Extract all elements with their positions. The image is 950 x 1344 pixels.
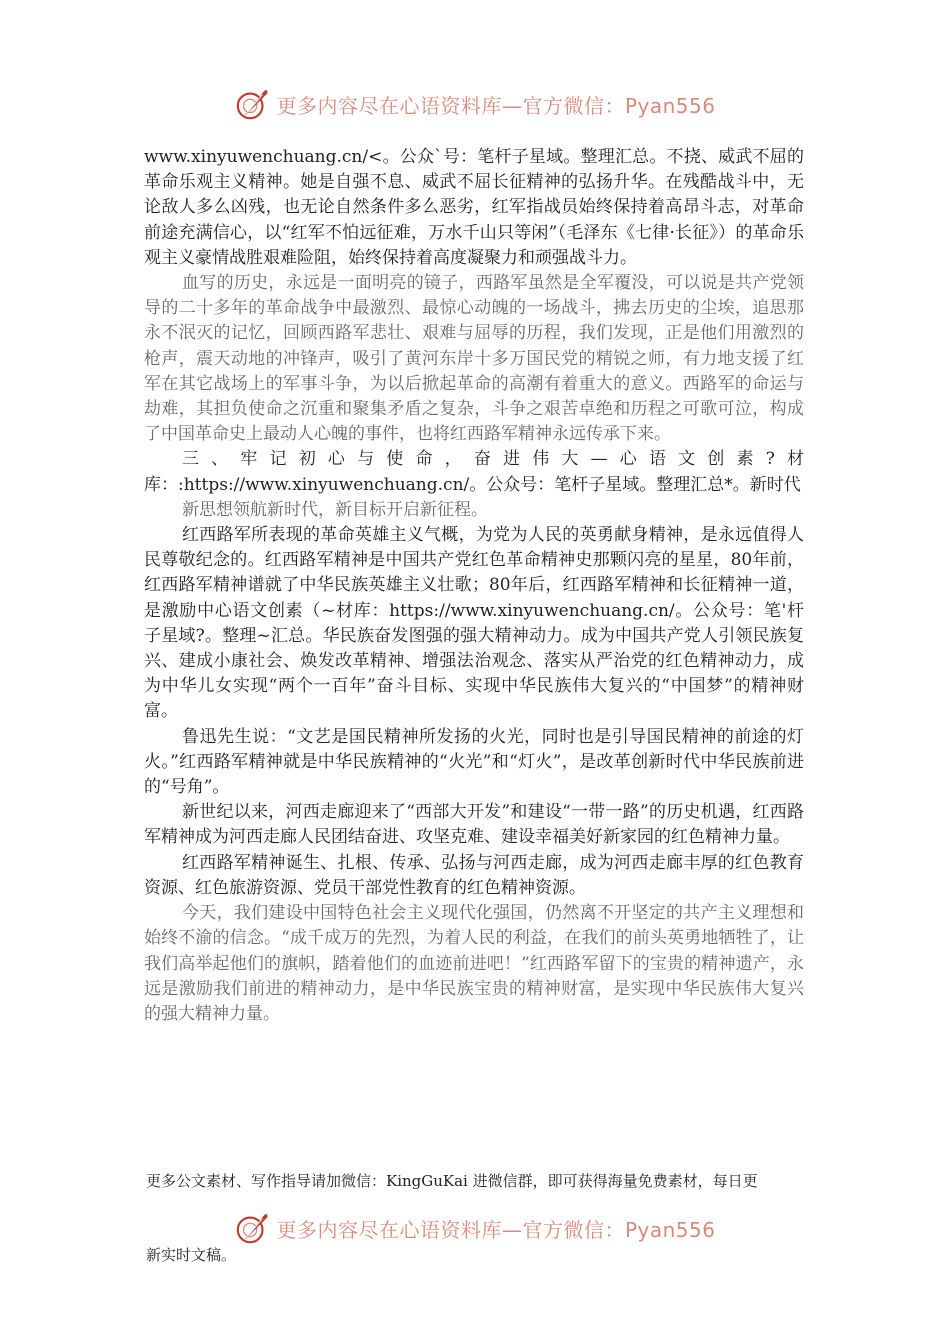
paragraph-4: 新思想领航新时代，新目标开启新征程。: [182, 499, 488, 520]
header-banner-text: 更多内容尽在心语资料库—官方微信：Pyan556: [276, 93, 716, 118]
paragraph-7: 新世纪以来，河西走廊迎来了“西部大开发”和建设“一带一路”的历史机遇，红西路军精神成为河西走廊人民团结奋进、攻坚克难、建设幸福美好新家园的红色精神力量。: [144, 802, 804, 848]
header-banner: [0, 82, 950, 126]
paragraph-8: 红西路军精神诞生、扎根、传承、弘扬与河西走廊，成为河西走廊丰厚的红色教育资源、红色旅游资源、党员干部党性教育的红色精神资源。: [144, 852, 804, 898]
paragraph-6: 鲁迅先生说：“文艺是国民精神所发扬的火光，同时也是引导国民精神的前途的灯火。”红西路军精神就是中华民族精神的“火光”和“灯火”，是改革创新时代中华民族前进的“号角”。: [144, 726, 804, 798]
footer-banner: [0, 1206, 950, 1250]
paragraph-2: 血写的历史，永远是一面明亮的镜子，西路军虽然是全军覆没，可以说是共产党领导的二十多年的革命战争中最激烈、最惊心动魄的一场战斗，拂去历史的尘埃，追思那永不泯灭的记忆，回顾西路军悲壮、艰难与屈辱的历程，我们发现，正是他们用激烈的枪声，震天动地的冲锋声，吸引了黄河东岸十多万国民党的精锐之师，有力地支援了红军在其它战场上的军事斗争，为以后掀起革命的高潮有着重大的意义。西路军的命运与劫难，其担负使命之沉重和聚集矛盾之复杂，斗争之艰苦卓绝和历程之可歌可泣，构成了中国革命史上最动人心魄的事件，也将红西路军精神永远传承下来。: [144, 273, 804, 445]
quill-logo-icon: [234, 85, 272, 123]
quill-logo-icon: [234, 1209, 272, 1247]
footer-banner-text: 更多内容尽在心语资料库—官方微信：Pyan556: [276, 1217, 716, 1242]
footer-line-1: 更多公文素材、写作指导请加微信：KingGuKai 进微信群，即可获得海量免费素材，每日更: [146, 1172, 758, 1190]
document-body: [144, 145, 804, 1027]
footer-line-2: 新实时文稿。: [146, 1246, 237, 1264]
paragraph-1: www.xinyuwenchuang.cn/<。公众`号：笔杆子星域。整理汇总。不挠、威武不屈的革命乐观主义精神。她是自强不息、威武不屈长征精神的弘扬升华。在残酷战斗中，无论敌人多么凶残，也无论自然条件多么恶劣，红军指战员始终保持着高昂斗志，对革命前途充满信心，以“红军不怕远征难，万水千山只等闲”（毛泽东《七律·长征》）的革命乐观主义豪情战胜艰难险阻，始终保持着高度凝聚力和顽强战斗力。: [144, 147, 804, 268]
paragraph-5: 红西路军所表现的革命英雄主义气概，为党为人民的英勇献身精神，是永远值得人民尊敬纪念的。红西路军精神是中国共产党红色革命精神史那颗闪亮的星星，80年前，红西路军精神谱就了中华民族英雄主义壮歌；80年后，红西路军精神和长征精神一道，是激励中心语文创素（~材库：https://www.xinyuwenchuang.cn/。公众号：笔'杆子星域?。整理~汇总。华民族奋发图强的强大精神动力。成为中国共产党人引领民族复兴、建成小康社会、焕发改革精神、增强法治观念、落实从严治党的红色精神动力，成为中华儿女实现“两个一百年”奋斗目标、实现中华民族伟大复兴的“中国梦”的精神财富。: [144, 525, 804, 722]
paragraph-9: 今天，我们建设中国特色社会主义现代化强国，仍然离不开坚定的共产主义理想和始终不渝的信念。“成千成万的先烈，为着人民的利益，在我们的前头英勇地牺牲了，让我们高举起他们的旗帜，踏着他们的血迹前进吧！”红西路军留下的宝贵的精神遗产，永远是激励我们前进的精神动力，是中华民族宝贵的精神财富，是实现中华民族伟大复兴的强大精神力量。: [144, 903, 804, 1024]
paragraph-3: 三、牢记初心与使命，奋进伟大—心语文创素?材库：:https://www.xinyuwenchuang.cn/。公众号：笔杆子星域。整理汇总*。新时代: [144, 449, 804, 495]
